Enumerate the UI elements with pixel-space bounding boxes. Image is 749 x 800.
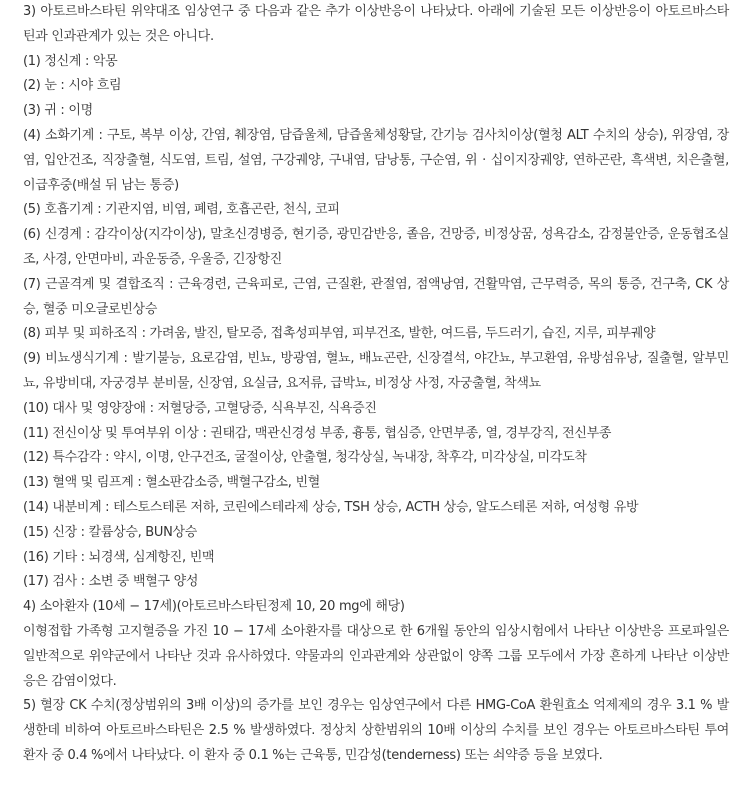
item-renal: (15) 신장 : 칼륨상승, BUN상승 bbox=[23, 524, 198, 540]
paragraph-plasma-ck: 5) 혈장 CK 수치(정상범위의 3배 이상)의 증가를 보인 경우는 임상연구에서 다른 HMG-CoA 환원효소 억제제의 경우 3.1 % 발생한데 비하여 아토르바스타틴은 2.5 % 발생하였다. 정상치 상한범위의 10배 이상의 수치를 보인 경우는 아토르바스타틴 투여 환자 중 0.4 %에서 나타났다. 이 환자 중 0.1 %는 근육통, 민감성(tenderness) 또는 쇠약증 등을 보였다. bbox=[23, 698, 729, 763]
item-other: (16) 기타 : 뇌경색, 심계항진, 빈맥 bbox=[23, 549, 215, 565]
item-nervous: (6) 신경계 : 감각이상(지각이상), 말초신경병증, 현기증, 광민감반응, 졸음, 건망증, 비정상꿈, 성욕감소, 감정불안증, 운동협조실조, 사경, 안면마비, 과운동증, 우울증, 긴장항진 bbox=[23, 227, 729, 267]
item-ear: (3) 귀 : 이명 bbox=[23, 103, 93, 119]
item-respiratory: (5) 호흡기계 : 기관지염, 비염, 폐렴, 호흡곤란, 천식, 코피 bbox=[23, 202, 340, 218]
item-urogenital: (9) 비뇨생식기계 : 발기불능, 요로감염, 빈뇨, 방광염, 혈뇨, 배뇨곤란, 신장결석, 야간뇨, 부고환염, 유방섬유낭, 질출혈, 알부민뇨, 유방비대, 자궁경부 분비물, 신장염, 요실금, 요저류, 급박뇨, 비정상 사정, 자궁출혈, 착색뇨 bbox=[23, 351, 729, 391]
item-skin: (8) 피부 및 피하조직 : 가려움, 발진, 탈모증, 접촉성피부염, 피부건조, 발한, 여드름, 두드러기, 습진, 지루, 피부궤양 bbox=[23, 326, 656, 342]
item-digestive: (4) 소화기계 : 구토, 복부 이상, 간염, 췌장염, 담즙울체, 담즙울체성황달, 간기능 검사치이상(혈청 ALT 수치의 상승), 위장염, 장염, 입안건조, 직장출혈, 식도염, 트림, 설염, 구강궤양, 구내염, 담낭통, 구순염, 위 · 십이지장궤양, 연하곤란, 흑색변, 치은출혈, 이급후중(배설 뒤 남는 통증) bbox=[23, 127, 729, 193]
paragraph-pediatric: 이형접합 가족형 고지혈증을 가진 10 − 17세 소아환자를 대상으로 한 6개월 동안의 임상시험에서 나타난 이상반응 프로파일은 일반적으로 위약군에서 나타난 것과 유사하였다. 약물과의 인과관계와 상관없이 양쪽 그룹 모두에서 가장 흔하게 나타난 이상반응은 감염이었다. bbox=[23, 623, 729, 689]
item-eye: (2) 눈 : 시야 흐림 bbox=[23, 78, 122, 94]
item-musculoskeletal: (7) 근골격계 및 결합조직 : 근육경련, 근육피로, 근염, 근질환, 관절염, 점액낭염, 건활막염, 근무력증, 목의 통증, 건구축, CK 상승, 혈중 미오글로빈상승 bbox=[23, 276, 729, 317]
section-pediatric-heading: 4) 소아환자 (10세 − 17세)(아토르바스타틴정제 10, 20 mg에 해당) bbox=[23, 599, 405, 615]
item-blood-lymphatic: (13) 혈액 및 림프계 : 혈소판감소증, 백혈구감소, 빈혈 bbox=[23, 475, 320, 491]
paragraph-additional-adverse-reactions-intro: 3) 아토르바스타틴 위약대조 임상연구 중 다음과 같은 추가 이상반응이 나타났다. 아래에 기술된 모든 이상반응이 아토르바스타틴과 인과관계가 있는 것은 아니다. bbox=[23, 4, 729, 44]
item-special-senses: (12) 특수감각 : 약시, 이명, 안구건조, 굴절이상, 안출혈, 청각상실, 녹내장, 착후각, 미각상실, 미각도착 bbox=[23, 450, 587, 466]
document-body bbox=[23, 0, 729, 769]
item-psychiatric: (1) 정신계 : 악몽 bbox=[23, 53, 118, 69]
item-endocrine: (14) 내분비계 : 테스토스테론 저하, 코린에스테라제 상승, TSH 상승, ACTH 상승, 알도스테론 저하, 여성형 유방 bbox=[23, 499, 639, 515]
item-general-disorders: (11) 전신이상 및 투여부위 이상 : 권태감, 맥관신경성 부종, 흉통, 협심증, 안면부종, 열, 경부강직, 전신부종 bbox=[23, 425, 612, 441]
item-metabolism: (10) 대사 및 영양장애 : 저혈당증, 고혈당증, 식욕부진, 식욕증진 bbox=[23, 400, 377, 416]
item-investigations: (17) 검사 : 소변 중 백혈구 양성 bbox=[23, 574, 199, 590]
